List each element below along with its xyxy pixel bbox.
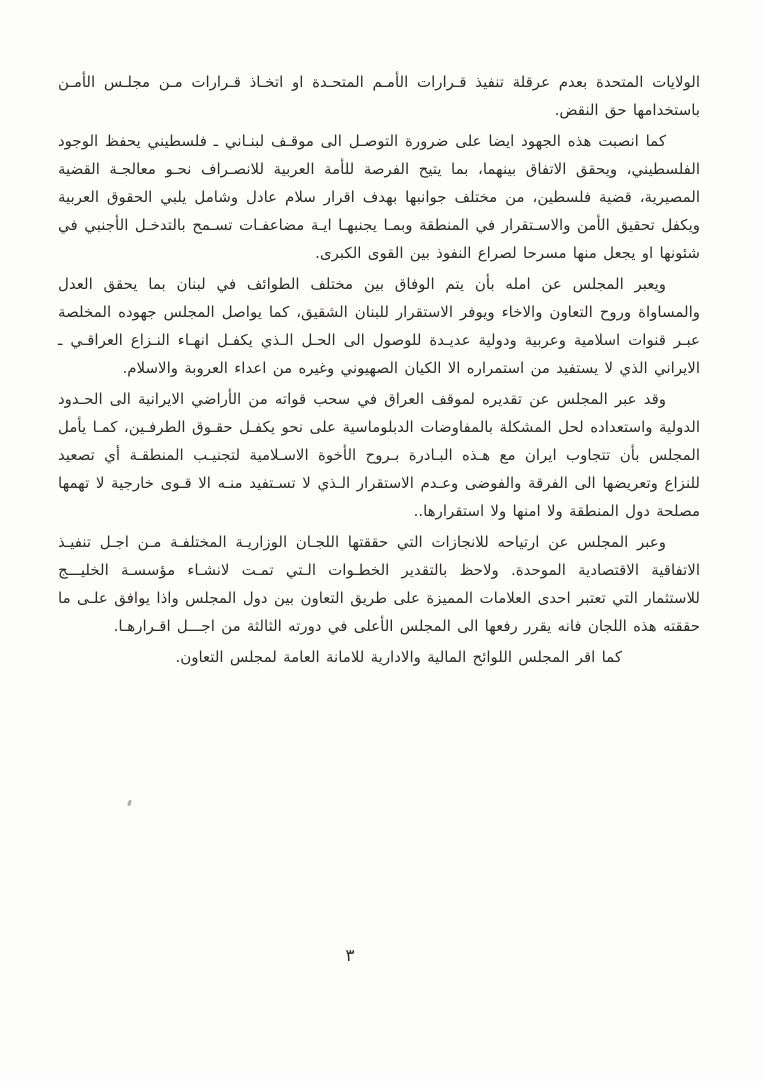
paragraph-1: الولايات المتحدة بعدم عرقلة تنفيذ قـرارات الأمـم المتحـدة او اتخـاذ قـرارات مـن مجلـس الأمـن باستخدامها حق النقض.: [58, 73, 700, 119]
paragraph-5: وعبر المجلس عن ارتياحه للانجازات التي حققتها اللجـان الوزاريـة المختلفـة مـن اجـل تنفيـذ الاتفاقية الاقتصادية الموحدة. ولاحظ بالتقدير الخطـوات الـتي تمـت لانشـاء مؤسسـة الخليـــج للاستثمار التي تعتبر احدى العلامات المميزة على طريق التعاون بين دول المجلس واذا يوافق علـى ما حققته هذه اللجان فانه يقرر رفعها الى المجلس الأعلى في دورته الثالثة من اجـــل اقـرارهـا.: [58, 533, 700, 635]
paragraph-4: وقد عبر المجلس عن تقديره لموقف العراق في سحب قواته من الأراضي الايرانية الى الحـدود الدولية واستعداده لحل المشكلة بالمفاوضات الدبلوماسية على نحو يكفـل حقـوق الطرفـين، كمـا يأمل المجلس بأن تتجاوب ايران مع هـذه البـادرة بـروح الأخوة الاسـلامية لتجنيـب المنطقـة أي تصعيد للنزاع وتعريضها الى الفرقة والفوضى وعـدم الاستقرار الـذي لا تسـتفيد منـه الا قـوى خارجية لا تهمها مصلحة دول المنطقة ولا امنها ولا استقرارها..: [58, 390, 700, 520]
scan-speck: [127, 800, 132, 807]
paragraph-6: كما اقر المجلس اللوائح المالية والادارية للامانة العامة لمجلس التعاون.: [175, 648, 622, 666]
paragraph-2: كما انصبت هذه الجهود ايضا على ضرورة التوصـل الى موقـف لبنـاني ـ فلسطيني يحفظ الوجود الفلسطيني، ويحقق الاتفاق بينهما، بما يتيح الفرصة للأمة العربية للانصـراف نحـو معالجـة القضية المصيرية، قضية فلسطين، من مختلف جوانبها بهدف اقرار سلام عادل وشامل يلبي الحقوق العربية ويكفل تحقيق الأمن والاسـتقرار في المنطقة وبمـا يجنبهـا ايـة مضاعفـات تسـمح بالتدخـل الأجنبي في شئونها او يجعل منها مسرحا لصراع النفوذ بين القوى الكبرى.: [58, 132, 700, 262]
paragraph-3: ويعبر المجلس عن امله بأن يتم الوفاق بين مختلف الطوائف في لبنان بما يحقق العدل والمساواة وروح التعاون والاخاء ويوفر الاستقرار للبنان الشقيق، كما يواصل المجلس جهوده المخلصة عبـر قنوات اسلامية وعربية ودولية عديـدة للوصول الى الحـل الـذي يكفـل انهـاء النـزاع العراقـي ـ الايراني الذي لا يستفيد من استمراره الا الكيان الصهيوني وغيره من اعداء العروبة والاسلام.: [58, 275, 700, 377]
document-text: [58, 68, 700, 674]
page-number: ٣: [345, 946, 355, 966]
